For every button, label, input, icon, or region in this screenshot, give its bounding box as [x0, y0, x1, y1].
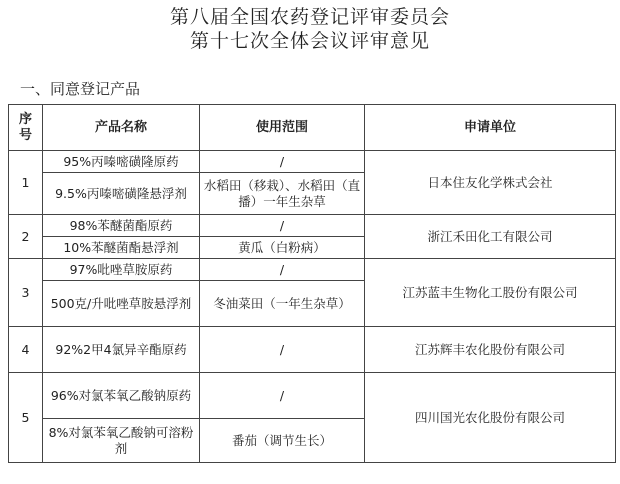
usage-scope: 冬油菜田（一年生杂草） [200, 281, 365, 327]
product-name: 8%对氯苯氧乙酸钠可溶粉剂 [43, 419, 200, 463]
page-title: 第八届全国农药登记评审委员会 [169, 6, 450, 28]
table-header-row [9, 105, 616, 151]
product-name: 97%吡唑草胺原药 [43, 259, 200, 281]
usage-scope: / [200, 259, 365, 281]
applicant-name: 浙江禾田化工有限公司 [365, 215, 616, 259]
product-name: 96%对氯苯氧乙酸钠原药 [43, 373, 200, 419]
usage-scope: 黄瓜（白粉病） [200, 237, 365, 259]
usage-scope: 番茄（调节生长） [200, 419, 365, 463]
header-scope: 使用范围 [200, 105, 365, 151]
row-number: 3 [9, 259, 43, 327]
table-row [9, 327, 616, 373]
table-row [9, 373, 616, 419]
row-number: 5 [9, 373, 43, 463]
registration-table [8, 104, 616, 463]
row-number: 2 [9, 215, 43, 259]
product-name: 500克/升吡唑草胺悬浮剂 [43, 281, 200, 327]
table-row [9, 259, 616, 281]
product-name: 95%丙嗪嘧磺隆原药 [43, 151, 200, 173]
section-heading: 一、同意登记产品 [20, 80, 141, 98]
applicant-name: 江苏蓝丰生物化工股份有限公司 [365, 259, 616, 327]
product-name: 10%苯醚菌酯悬浮剂 [43, 237, 200, 259]
header-product: 产品名称 [43, 105, 200, 151]
row-number: 4 [9, 327, 43, 373]
usage-scope: / [200, 373, 365, 419]
header-no: 序号 [9, 105, 43, 151]
page-subtitle: 第十七次全体会议评审意见 [189, 30, 430, 52]
table-row [9, 215, 616, 237]
applicant-name: 日本住友化学株式会社 [365, 151, 616, 215]
usage-scope: / [200, 151, 365, 173]
row-number: 1 [9, 151, 43, 215]
product-name: 98%苯醚菌酯原药 [43, 215, 200, 237]
header-applicant: 申请单位 [365, 105, 616, 151]
usage-scope: / [200, 327, 365, 373]
applicant-name: 四川国光农化股份有限公司 [365, 373, 616, 463]
product-name: 92%2甲4氯异辛酯原药 [43, 327, 200, 373]
usage-scope: 水稻田（移栽）、水稻田（直播）一年生杂草 [200, 173, 365, 215]
product-name: 9.5%丙嗪嘧磺隆悬浮剂 [43, 173, 200, 215]
usage-scope: / [200, 215, 365, 237]
applicant-name: 江苏辉丰农化股份有限公司 [365, 327, 616, 373]
table-row [9, 151, 616, 173]
